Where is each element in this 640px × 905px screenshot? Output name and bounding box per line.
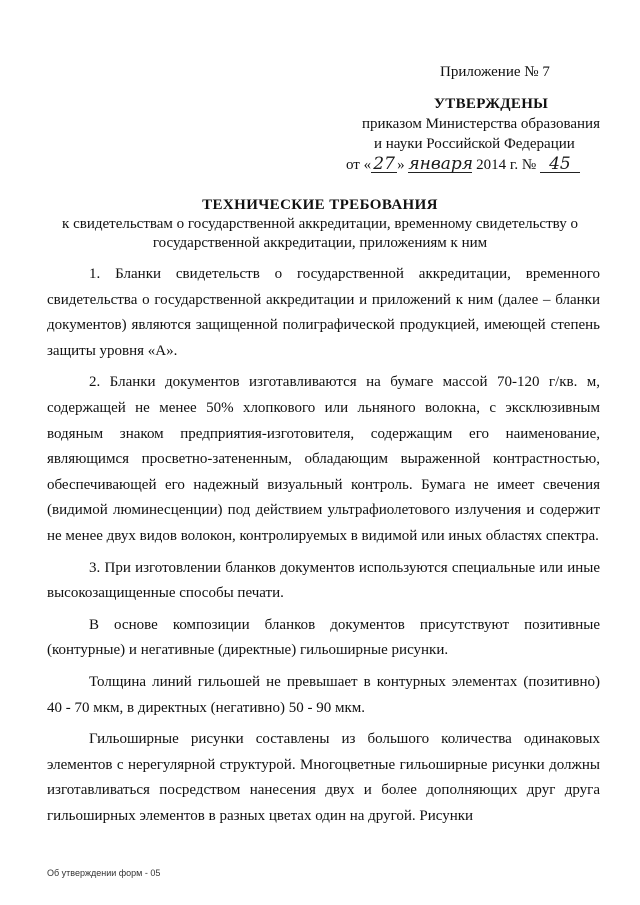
order-number: 45 (540, 156, 580, 173)
approval-line-1: приказом Министерства образования (362, 116, 600, 132)
paragraph-3: 3. При изготовлении бланков документов используются специальные или иные высокозащищенные способы печати. (47, 559, 600, 602)
document-title-block (40, 196, 600, 253)
paragraph-5: Толщина линий гильошей не превышает в контурных элементах (позитивно) 40 - 70 мкм, в директных (негативно) 50 - 90 мкм. (47, 673, 600, 716)
date-day: 27 (371, 156, 397, 173)
document-body (47, 262, 600, 835)
approved-heading: УТВЕРЖДЕНЫ (434, 96, 549, 112)
document-subtitle: к свидетельствам о государственной аккредитации, временному свидетельству о государственной аккредитации, приложениям к ним (62, 216, 578, 251)
appendix-label: Приложение № 7 (440, 64, 550, 80)
document-title: ТЕХНИЧЕСКИЕ ТРЕБОВАНИЯ (202, 197, 438, 213)
approval-line-2: и науки Российской Федерации (374, 136, 575, 152)
page-footer: Об утверждении форм - 05 (47, 868, 161, 878)
date-year: 2014 г. № (476, 157, 537, 173)
date-prefix: от « (346, 157, 372, 173)
paragraph-6: Гильоширные рисунки составлены из большого количества одинаковых элементов с нерегулярной структурой. Многоцветные гильоширные рисунки должны изготавливаться посредством нанесения двух и более дополняющих друг друга гильоширных элементов в разных цветах один на другой. Рисунки (47, 731, 600, 824)
paragraph-4: В основе композиции бланков документов присутствуют позитивные (контурные) и негативные (директные) гильоширные рисунки. (47, 616, 600, 659)
date-month: января (408, 154, 473, 174)
paragraph-2: 2. Бланки документов изготавливаются на бумаге массой 70-120 г/кв. м, содержащей не менее 50% хлопкового или льняного волокна, с эксклюзивным водяным знаком предприятия-изготовителя, содержащим его наименование, являющимся просветно-затененным, обладающим выраженной контрастностью, обеспечивающей его надежный визуальный контроль. Бумага не имеет свечения (видимой люминесценции) под действием ультрафиолетового излучения и содержит не менее двух видов волокон, контролируемых в видимой или иных областях спектра. (47, 374, 600, 544)
date-mid: » (397, 157, 405, 173)
paragraph-1: 1. Бланки свидетельств о государственной аккредитации, временного свидетельства о государственной аккредитации и приложений к ним (далее – бланки документов) являются защищенной полиграфической продукцией, имеющей степень защиты уровня «А». (47, 266, 600, 359)
order-date-line (346, 155, 580, 176)
